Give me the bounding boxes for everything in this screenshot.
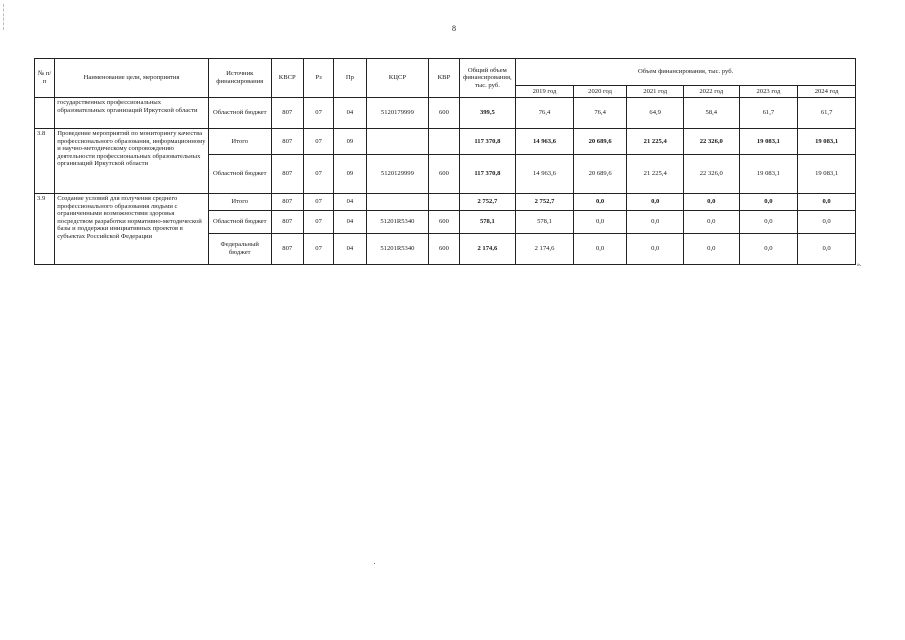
cell-year: 21 225,4 (627, 129, 684, 155)
cell-kcsr: 5120129999 (366, 155, 429, 194)
cell-year: 0,0 (627, 194, 684, 211)
cell-rz: 07 (303, 98, 333, 129)
cell-source: Итого (208, 194, 271, 211)
cell-year: 2 752,7 (516, 194, 574, 211)
cell-year: 64,9 (627, 98, 684, 129)
financing-table-container (34, 58, 856, 265)
row-index: 3.8 (35, 129, 55, 194)
cell-year: 0,0 (684, 211, 740, 234)
header-rz: Рз (303, 59, 333, 98)
cell-year: 0,0 (739, 211, 798, 234)
cell-year: 0,0 (573, 194, 627, 211)
header-pr: Пр (334, 59, 366, 98)
cell-kvr: 600 (429, 98, 459, 129)
row-index (35, 98, 55, 129)
scan-edge-mark (3, 4, 5, 30)
header-name: Наименование цели, мероприятия (55, 59, 209, 98)
cell-rz: 07 (303, 211, 333, 234)
cell-year: 76,4 (573, 98, 627, 129)
cell-year: 19 083,1 (798, 129, 856, 155)
scan-dot-mark (374, 563, 375, 564)
cell-kvsr: 807 (271, 234, 303, 265)
cell-kvr (429, 129, 459, 155)
cell-year: 19 083,1 (739, 155, 798, 194)
cell-rz: 07 (303, 129, 333, 155)
cell-year: 0,0 (798, 211, 856, 234)
cell-source: Областной бюджет (208, 98, 271, 129)
cell-kvsr: 807 (271, 98, 303, 129)
cell-total: 117 370,8 (459, 129, 516, 155)
header-year: 2024 год (798, 86, 856, 98)
cell-pr: 09 (334, 155, 366, 194)
closing-quote-mark: ». (857, 262, 862, 268)
table-header (35, 59, 856, 98)
cell-source: Итого (208, 129, 271, 155)
row-index: 3.9 (35, 194, 55, 265)
cell-kcsr: 51201R5340 (366, 211, 429, 234)
cell-year: 0,0 (684, 234, 740, 265)
cell-pr: 04 (334, 211, 366, 234)
cell-kcsr (366, 129, 429, 155)
cell-rz: 07 (303, 234, 333, 265)
cell-pr: 04 (334, 234, 366, 265)
cell-total: 2 752,7 (459, 194, 516, 211)
cell-year: 20 689,6 (573, 155, 627, 194)
cell-year: 0,0 (627, 211, 684, 234)
cell-kvr: 600 (429, 234, 459, 265)
table-row (35, 129, 856, 155)
cell-year: 2 174,6 (516, 234, 574, 265)
header-kvr: КВР (429, 59, 459, 98)
cell-year: 61,7 (798, 98, 856, 129)
cell-pr: 04 (334, 194, 366, 211)
cell-kvsr: 807 (271, 194, 303, 211)
cell-year: 22 326,0 (684, 155, 740, 194)
cell-source: Областной бюджет (208, 155, 271, 194)
header-year: 2019 год (516, 86, 574, 98)
cell-kcsr (366, 194, 429, 211)
row-name: государственных профессиональных образовательных организаций Иркутской области (55, 98, 209, 129)
cell-kcsr: 51201R5340 (366, 234, 429, 265)
table-row (35, 194, 856, 211)
cell-year: 14 963,6 (516, 155, 574, 194)
row-name: Проведение мероприятий по мониторингу качества профессионального образования, информационному и научно-методическому сопровождению деятельности профессиональных образовательных организаций Иркутской области (55, 129, 209, 194)
cell-year: 0,0 (573, 211, 627, 234)
cell-total: 2 174,6 (459, 234, 516, 265)
cell-total: 578,1 (459, 211, 516, 234)
cell-year: 76,4 (516, 98, 574, 129)
header-volume-group: Объем финансирования, тыс. руб. (516, 59, 856, 86)
cell-source: Федеральный бюджет (208, 234, 271, 265)
cell-year: 19 083,1 (798, 155, 856, 194)
cell-year: 14 963,6 (516, 129, 574, 155)
cell-year: 19 083,1 (739, 129, 798, 155)
table-row (35, 98, 856, 129)
cell-kcsr: 5120179999 (366, 98, 429, 129)
cell-pr: 09 (334, 129, 366, 155)
header-total: Общий объем финансирования, тыс. руб. (459, 59, 516, 98)
cell-kvsr: 807 (271, 211, 303, 234)
header-year: 2023 год (739, 86, 798, 98)
cell-year: 0,0 (739, 234, 798, 265)
cell-year: 0,0 (684, 194, 740, 211)
cell-year: 22 326,0 (684, 129, 740, 155)
financing-table (34, 58, 856, 265)
cell-year: 61,7 (739, 98, 798, 129)
cell-kvr: 600 (429, 155, 459, 194)
cell-year: 20 689,6 (573, 129, 627, 155)
cell-year: 578,1 (516, 211, 574, 234)
header-kvsr: КВСР (271, 59, 303, 98)
cell-year: 0,0 (739, 194, 798, 211)
cell-kvsr: 807 (271, 129, 303, 155)
cell-kvsr: 807 (271, 155, 303, 194)
cell-year: 0,0 (573, 234, 627, 265)
header-year: 2022 год (684, 86, 740, 98)
header-year: 2021 год (627, 86, 684, 98)
table-body (35, 98, 856, 265)
cell-pr: 04 (334, 98, 366, 129)
header-kcsr: КЦСР (366, 59, 429, 98)
header-source: Источник финансирования (208, 59, 271, 98)
cell-rz: 07 (303, 155, 333, 194)
cell-kvr: 600 (429, 211, 459, 234)
header-index: № п/п (35, 59, 55, 98)
cell-year: 0,0 (798, 194, 856, 211)
cell-rz: 07 (303, 194, 333, 211)
cell-year: 58,4 (684, 98, 740, 129)
cell-year: 0,0 (627, 234, 684, 265)
page-number: 8 (452, 24, 456, 33)
cell-year: 21 225,4 (627, 155, 684, 194)
cell-source: Областной бюджет (208, 211, 271, 234)
cell-total: 399,5 (459, 98, 516, 129)
header-year: 2020 год (573, 86, 627, 98)
cell-total: 117 370,8 (459, 155, 516, 194)
cell-year: 0,0 (798, 234, 856, 265)
row-name: Создание условий для получения среднего профессионального образования людьми с ограниченными возможностями здоровья посредством разработки нормативно-методической базы и поддержки инициативных проектов в субъектах Российской Федерации (55, 194, 209, 265)
cell-kvr (429, 194, 459, 211)
